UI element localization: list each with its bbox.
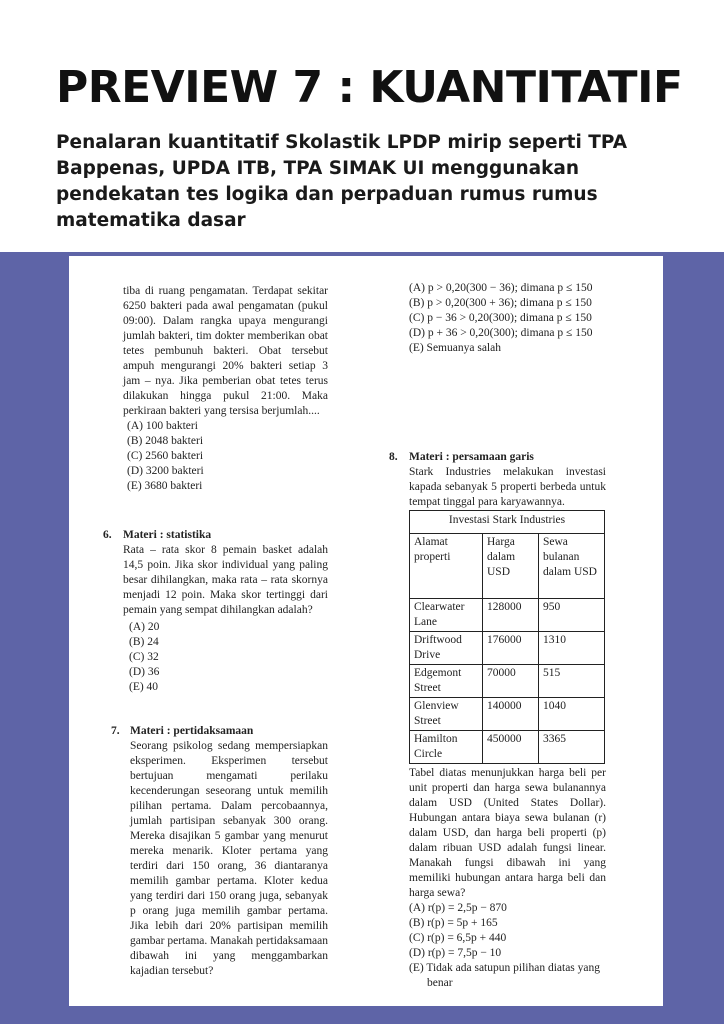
option: (D) p + 36 > 0,20(300); dimana p ≤ 150: [409, 327, 593, 339]
table-header-row: [410, 534, 605, 599]
option: (D) 3200 bakteri: [127, 465, 204, 477]
table-cell: 3365: [539, 731, 605, 764]
q6-text: Rata – rata skor 8 pemain basket adalah 14,5 poin. Jika skor individual yang paling besar dihilangkan, maka rata – rata skornya menjadi 12 poin. Maka skor tertinggi dari pemain yang sempat dihilangkan adalah?: [123, 544, 328, 616]
q7-options: [409, 281, 606, 356]
q7-number: 7.: [111, 725, 120, 737]
option: (E) Tidak ada satupun pilihan diatas yang benar: [409, 962, 600, 989]
q6-heading: Materi : statistika: [123, 529, 212, 541]
page-title: PREVIEW 7 : KUANTITATIF: [56, 62, 683, 113]
table-cell: 140000: [483, 698, 539, 731]
option: (C) 32: [129, 651, 159, 663]
question-8: [409, 450, 606, 991]
question-7: [130, 724, 328, 979]
table-cell: Hamilton Circle: [410, 731, 483, 764]
q8-text: Tabel diatas menunjukkan harga beli per unit properti dan harga sewa bulanannya dalam USD (United States Dollar). Hubungan antara biaya sewa bulanan (r) dalam USD, dan harga beli properti (p) dalam ribuan USD adalah fungsi linear. Manakah fungsi dibawah ini yang memiliki hubungan antara harga beli dan harga sewa?: [409, 767, 606, 899]
option: (B) r(p) = 5p + 165: [409, 917, 498, 929]
q7-text: Seorang psikolog sedang mempersiapkan eksperimen. Eksperimen tersebut bertujuan mengamati perilaku kecenderungan seseorang untuk memilih pilihan pertama. Dalam percobaannya, jumlah partisipan sebanyak 300 orang. Mereka disajikan 5 gambar yang menurut mereka menarik. Kloter pertama yang terdiri dari 150 orang, 36 diantaranya memilih gambar pertama. Kloter kedua yang terdiri dari 150 orang juga, sebanyak p orang juga memilih gambar pertama. Jika lebih dari 20% partisipan memilih gambar pertama. Manakah pertidaksamaan dibawah ini yang menggambarkan kajadian tersebut?: [130, 740, 328, 977]
table-row: [410, 632, 605, 665]
q6-options: [123, 620, 328, 695]
q5-options: [123, 419, 328, 494]
table-cell: 1310: [539, 632, 605, 665]
q8-options: [409, 901, 606, 991]
table-caption: Investasi Stark Industries: [410, 511, 605, 534]
investment-table: [409, 510, 605, 764]
option: (E) Semuanya salah: [409, 342, 501, 354]
table-row: [410, 665, 605, 698]
table-cell: 515: [539, 665, 605, 698]
q8-number: 8.: [389, 451, 398, 463]
q5-text: tiba di ruang pengamatan. Terdapat sekitar 6250 bakteri pada awal pengamatan (pukul 09:00). Dalam rangka upaya mengurangi jumlah bakteri, tim dokter memberikan obat tetes pembunuh bakteri. Obat tersebut ampuh mengurangi 20% bakteri setiap 3 jam – nya. Jika pemberian obat tetes terus dilakukan hingga pukul 21:00. Maka perkiraan bakteri yang tersisa berjumlah....: [123, 285, 328, 417]
table-cell: 176000: [483, 632, 539, 665]
table-cell: Clearwater Lane: [410, 599, 483, 632]
table-cell: Driftwood Drive: [410, 632, 483, 665]
question-6: [123, 528, 328, 695]
option: (B) p > 0,20(300 + 36); dimana p ≤ 150: [409, 297, 592, 309]
option: (E) 3680 bakteri: [127, 480, 203, 492]
table-header: Sewa bulanan dalam USD: [539, 534, 605, 599]
option: (A) r(p) = 2,5p − 870: [409, 902, 507, 914]
option: (D) 36: [129, 666, 160, 678]
page-subtitle: Penalaran kuantitatif Skolastik LPDP mirip seperti TPA Bappenas, UPDA ITB, TPA SIMAK UI menggunakan pendekatan tes logika dan perpaduan rumus rumus matematika dasar: [56, 132, 628, 231]
document-page: [69, 256, 663, 1006]
option: (C) 2560 bakteri: [127, 450, 204, 462]
q8-intro: Stark Industries melakukan investasi kapada sebanyak 5 properti berbeda untuk tempat tinggal para karyawannya.: [409, 466, 606, 508]
table-row: [410, 698, 605, 731]
table-cell: 70000: [483, 665, 539, 698]
table-row: [410, 599, 605, 632]
option: (D) r(p) = 7,5p − 10: [409, 947, 502, 959]
table-header: Alamat properti: [410, 534, 483, 599]
option: (A) 100 bakteri: [127, 420, 198, 432]
option: (B) 24: [129, 636, 159, 648]
q6-number: 6.: [103, 529, 112, 541]
table-cell: 1040: [539, 698, 605, 731]
option: (C) r(p) = 6,5p + 440: [409, 932, 507, 944]
left-column: [123, 284, 328, 494]
table-cell: 950: [539, 599, 605, 632]
option: (E) 40: [129, 681, 159, 693]
table-cell: Glenview Street: [410, 698, 483, 731]
option: (C) p − 36 > 0,20(300); dimana p ≤ 150: [409, 312, 592, 324]
table-row: [410, 731, 605, 764]
table-cell: 450000: [483, 731, 539, 764]
header: [0, 0, 724, 252]
table-cell: Edgemont Street: [410, 665, 483, 698]
option: (A) 20: [129, 621, 160, 633]
q7-heading: Materi : pertidaksamaan: [130, 725, 254, 737]
option: (B) 2048 bakteri: [127, 435, 204, 447]
option: (A) p > 0,20(300 − 36); dimana p ≤ 150: [409, 282, 593, 294]
table-cell: 128000: [483, 599, 539, 632]
q8-heading: Materi : persamaan garis: [409, 451, 534, 463]
table-header: Harga dalam USD: [483, 534, 539, 599]
